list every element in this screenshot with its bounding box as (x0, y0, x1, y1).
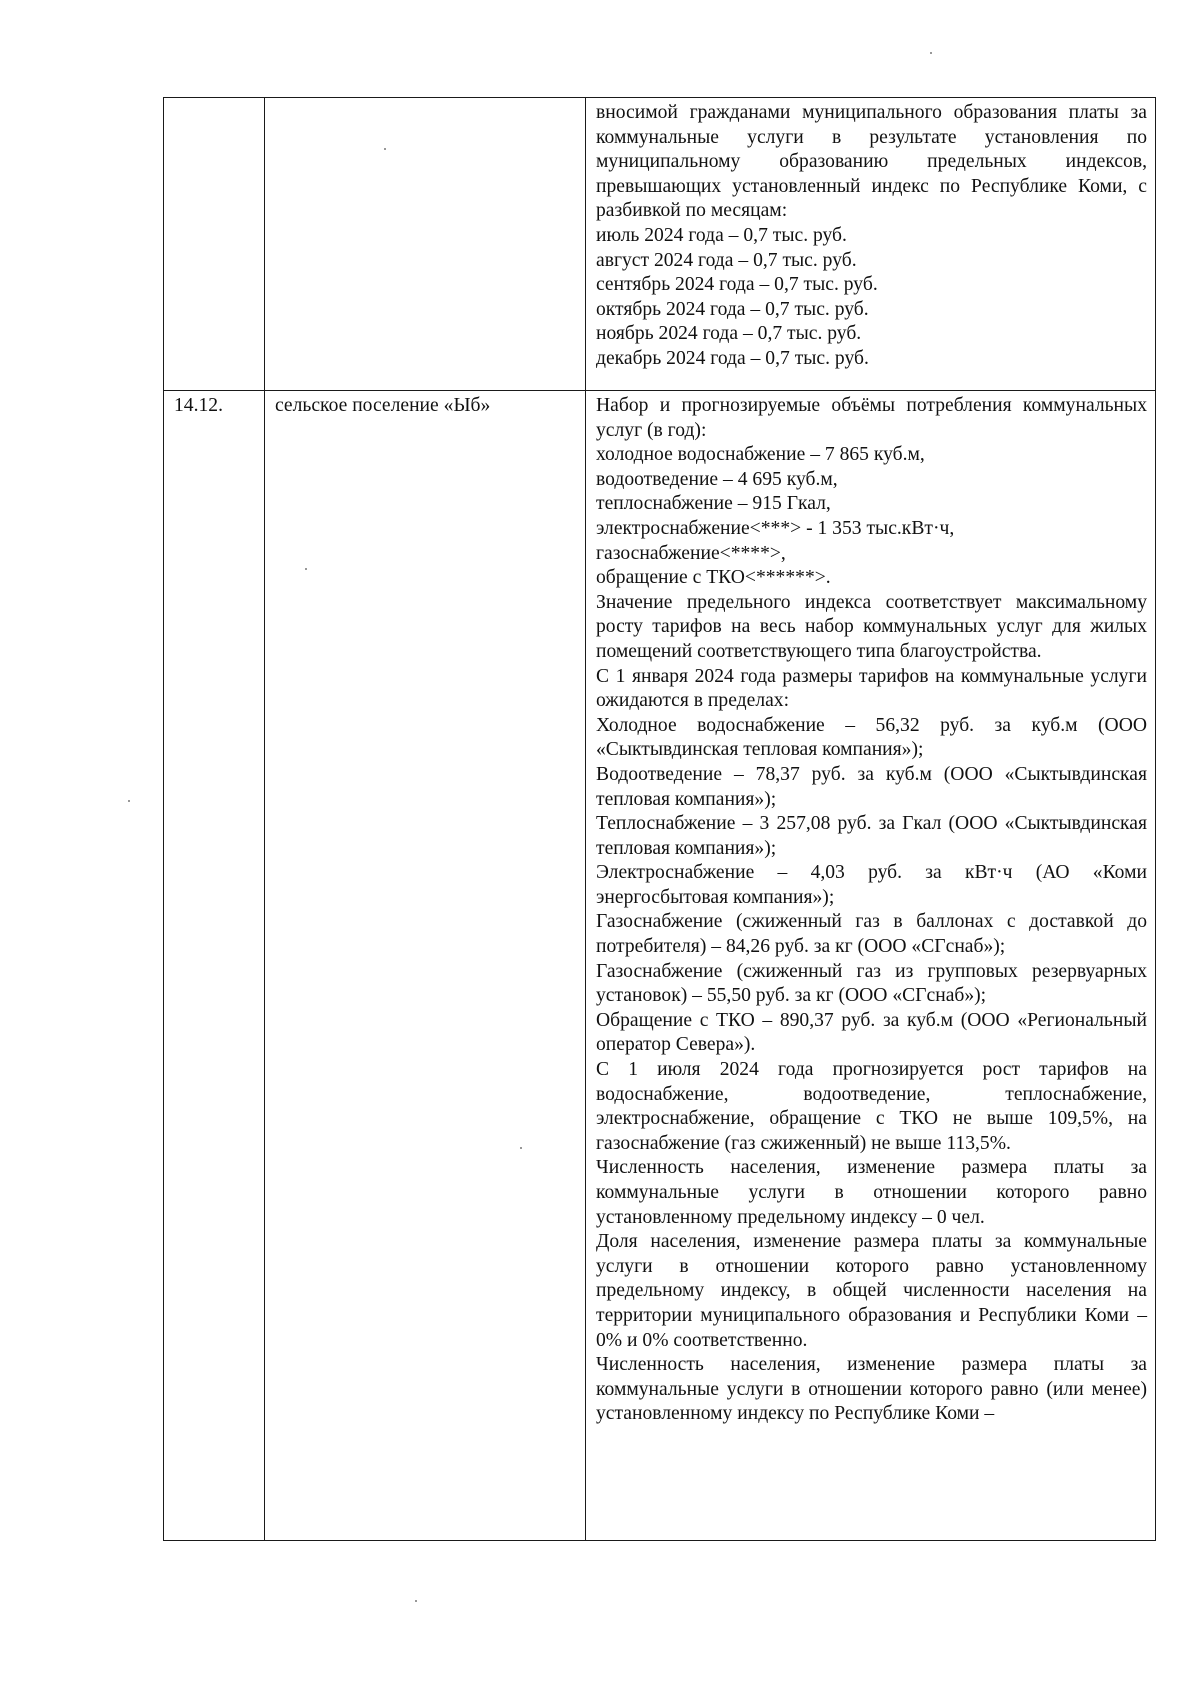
index-note-paragraph: Значение предельного индекса соответствует максимальному росту тарифов на весь набор коммунальных услуг для жилых помещений соответствующего типа благоустройства. (596, 591, 1147, 662)
monthly-amount-line: декабрь 2024 года – 0,7 тыс. руб. (596, 347, 869, 369)
table-row (164, 391, 1156, 1541)
tariff-line: Холодное водоснабжение – 56,32 руб. за куб.м (ООО «Сыктывдинская тепловая компания»); (596, 714, 1147, 761)
scan-speck (384, 148, 386, 150)
tariff-table (163, 97, 1156, 1541)
tariff-intro-paragraph: С 1 января 2024 года размеры тарифов на коммунальные услуги ожидаются в пределах: (596, 665, 1147, 712)
tariff-line: Теплоснабжение – 3 257,08 руб. за Гкал (ООО «Сыктывдинская тепловая компания»); (596, 813, 1147, 859)
row-number-cell (164, 98, 265, 391)
table-row (164, 98, 1156, 391)
monthly-amount-line: ноябрь 2024 года – 0,7 тыс. руб. (596, 323, 862, 345)
tariff-line: Обращение с ТКО – 890,37 руб. за куб.м (ООО «Региональный оператор Севера»). (596, 1009, 1147, 1056)
consumption-volume-line: электроснабжение<***> - 1 353 тыс.кВт·ч, (596, 517, 955, 539)
population-share-paragraph: Доля населения, изменение размера платы за коммунальные услуги в отношении которого равно установленному предельному индексу, в общей численности населения на территории муниципального образования и Республики Коми – 0% и 0% соответственно. (596, 1231, 1147, 1351)
description-cell (586, 98, 1156, 391)
scan-speck (520, 1147, 522, 1149)
tariff-line: Электроснабжение – 4,03 руб. за кВт·ч (АО «Коми энергосбытовая компания»); (596, 862, 1147, 908)
scan-speck (415, 1600, 417, 1602)
consumption-intro: Набор и прогнозируемые объёмы потребления коммунальных услуг (в год): (596, 395, 1147, 441)
row-number-cell: 14.12. (164, 391, 265, 1541)
population-paragraph: Численность населения, изменение размера платы за коммунальные услуги в отношении которого равно (или менее) установленному индексу по Республике Коми – (596, 1354, 1147, 1425)
population-paragraph: Численность населения, изменение размера платы за коммунальные услуги в отношении которого равно установленному предельному индексу – 0 чел. (596, 1157, 1147, 1228)
tariff-line: Водоотведение – 78,37 руб. за куб.м (ООО «Сыктывдинская тепловая компания»); (596, 763, 1147, 810)
monthly-amount-line: август 2024 года – 0,7 тыс. руб. (596, 249, 857, 271)
tariff-line: Газоснабжение (сжиженный газ из групповых резервуарных установок) – 55,50 руб. за кг (ООО «СГснаб»); (596, 960, 1147, 1007)
description-cell (586, 391, 1156, 1541)
scan-speck (128, 800, 130, 802)
tariff-growth-paragraph: С 1 июля 2024 года прогнозируется рост тарифов на водоснабжение, водоотведение, теплоснабжение, электроснабжение, обращение с ТКО не выше 109,5%, на газоснабжение (газ сжиженный) не выше 113,5%. (596, 1059, 1147, 1154)
continuation-paragraph: вносимой гражданами муниципального образования платы за коммунальные услуги в результате установления по муниципальному образованию предельных индексов, превышающих установленный индекс по Республике Коми, с разбивкой по месяцам: (596, 102, 1147, 222)
scan-speck (305, 568, 307, 570)
consumption-volume-line: газоснабжение<****>, (596, 542, 786, 564)
monthly-amount-line: октябрь 2024 года – 0,7 тыс. руб. (596, 298, 869, 320)
consumption-volume-line: обращение с ТКО<******>. (596, 567, 831, 589)
municipality-cell: сельское поселение «Ыб» (265, 391, 586, 1541)
consumption-volume-line: водоотведение – 4 695 куб.м, (596, 468, 838, 490)
monthly-amount-line: сентябрь 2024 года – 0,7 тыс. руб. (596, 274, 878, 296)
municipality-cell (265, 98, 586, 391)
scan-speck (930, 52, 932, 54)
consumption-volume-line: холодное водоснабжение – 7 865 куб.м, (596, 444, 925, 466)
tariff-line: Газоснабжение (сжиженный газ в баллонах с доставкой до потребителя) – 84,26 руб. за кг (ООО «СГснаб»); (596, 911, 1147, 958)
monthly-amount-line: июль 2024 года – 0,7 тыс. руб. (596, 224, 847, 246)
consumption-volume-line: теплоснабжение – 915 Гкал, (596, 493, 831, 515)
